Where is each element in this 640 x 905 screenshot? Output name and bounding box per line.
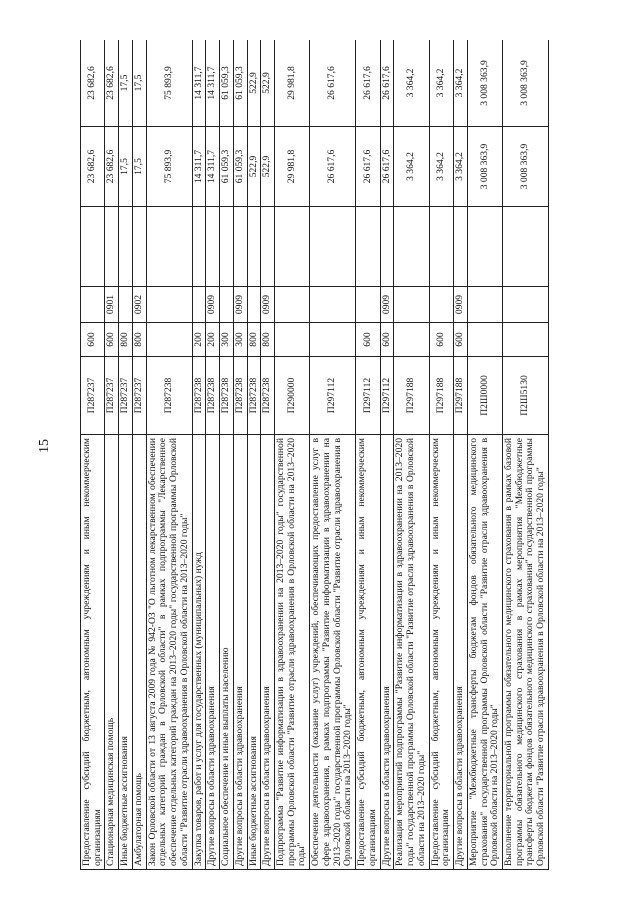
budget-table <box>80 40 549 870</box>
expense-type-code: 200 <box>192 323 206 357</box>
table-row <box>429 40 453 870</box>
row-description: Закупка товаров, работ и услуг для государственных (муниципальных) нужд <box>192 435 206 870</box>
expense-type-code: 600 <box>429 323 453 357</box>
amount-column-1 <box>220 207 234 287</box>
row-description: Подпрограмма "Развитие информатизации в здравоохранении на 2013–2020 годы" государственной программы Орловской области "Развитие отрасли здравоохранения в Орловской области на 2013–2020 годы" <box>275 435 310 870</box>
amount-column-1 <box>233 207 247 287</box>
amount-column-2: 17,5 <box>119 127 133 207</box>
expense-type-code <box>502 323 548 357</box>
row-description: Иные бюджетные ассигнования <box>119 435 133 870</box>
target-article-code: П287238 <box>146 357 192 435</box>
row-description: Закон Орловской области от 13 августа 2009 года № 942-ОЗ "О льготном лекарственном обеспечении отдельных категорий граждан в Орловской области" в рамках подпрограммы "Лекарственное обеспечение отдельных категорий граждан на 2013–2020 годы" государственной программы Орловской области "Развитие отрасли здравоохранения в Орловской области на 2013–2020 годы" <box>146 435 192 870</box>
table-row <box>261 40 275 870</box>
table-row <box>206 40 220 870</box>
amount-column-2: 61 059,3 <box>233 127 247 207</box>
amount-column-1 <box>261 207 275 287</box>
amount-column-1 <box>105 207 119 287</box>
amount-column-3: 3 364,2 <box>429 40 453 127</box>
amount-column-2: 522,9 <box>247 127 261 207</box>
row-description: Предоставление субсидий бюджетным, автономным учреждениям и иным некоммерческим организациям <box>356 435 380 870</box>
amount-column-1 <box>132 207 146 287</box>
amount-column-1 <box>502 207 548 287</box>
section-code <box>467 287 502 323</box>
section-code: 0909 <box>233 287 247 323</box>
expense-type-code: 600 <box>81 323 105 357</box>
target-article-code: П297188 <box>429 357 453 435</box>
rotated-table-container <box>80 40 635 870</box>
table-row <box>233 40 247 870</box>
amount-column-1 <box>247 207 261 287</box>
amount-column-2: 26 617,6 <box>310 127 356 207</box>
amount-column-2: 3 364,2 <box>394 127 429 207</box>
target-article-code: П287238 <box>206 357 220 435</box>
target-article-code: П287238 <box>247 357 261 435</box>
section-code: 0901 <box>105 287 119 323</box>
amount-column-3: 26 617,6 <box>356 40 380 127</box>
target-article-code: П290000 <box>275 357 310 435</box>
amount-column-1 <box>380 207 394 287</box>
budget-table-body <box>81 40 549 870</box>
amount-column-3: 75 893,9 <box>146 40 192 127</box>
section-code: 0902 <box>132 287 146 323</box>
expense-type-code: 600 <box>380 323 394 357</box>
target-article-code: П2Ш0000 <box>467 357 502 435</box>
row-description: Предоставление субсидий бюджетным, автономным учреждениям и иным некоммерческим организациям <box>429 435 453 870</box>
row-description: Другие вопросы в области здравоохранения <box>454 435 468 870</box>
amount-column-3: 61 059,3 <box>220 40 234 127</box>
amount-column-1 <box>119 207 133 287</box>
expense-type-code: 800 <box>119 323 133 357</box>
table-row <box>119 40 133 870</box>
table-row <box>394 40 429 870</box>
amount-column-2: 3 364,2 <box>454 127 468 207</box>
table-row <box>467 40 502 870</box>
expense-type-code: 800 <box>261 323 275 357</box>
expense-type-code: 300 <box>233 323 247 357</box>
amount-column-1 <box>206 207 220 287</box>
target-article-code: П287238 <box>192 357 206 435</box>
expense-type-code <box>394 323 429 357</box>
table-row <box>380 40 394 870</box>
section-code <box>356 287 380 323</box>
section-code <box>275 287 310 323</box>
amount-column-3: 14 311,7 <box>206 40 220 127</box>
amount-column-1 <box>467 207 502 287</box>
section-code <box>146 287 192 323</box>
target-article-code: П287237 <box>132 357 146 435</box>
row-description: Реализация мероприятий подпрограммы "Развитие информатизации в здравоохранении на 2013–2020 годы" государственной программы Орловской области "Развитие отрасли здравоохранения в Орловской области на 2013–2020 годы" <box>394 435 429 870</box>
expense-type-code: 800 <box>247 323 261 357</box>
amount-column-3: 26 617,6 <box>380 40 394 127</box>
table-row <box>454 40 468 870</box>
row-description: Другие вопросы в области здравоохранения <box>233 435 247 870</box>
expense-type-code: 600 <box>454 323 468 357</box>
section-code <box>429 287 453 323</box>
amount-column-2: 23 682,6 <box>81 127 105 207</box>
section-code: 0909 <box>206 287 220 323</box>
amount-column-1 <box>146 207 192 287</box>
row-description: Амбулаторная помощь <box>132 435 146 870</box>
rotated-page-area <box>80 40 635 870</box>
row-description: Иные бюджетные ассигнования <box>247 435 261 870</box>
target-article-code: П287237 <box>119 357 133 435</box>
amount-column-3: 23 682,6 <box>105 40 119 127</box>
table-row <box>132 40 146 870</box>
target-article-code: П287238 <box>220 357 234 435</box>
expense-type-code: 600 <box>105 323 119 357</box>
target-article-code: П297188 <box>454 357 468 435</box>
amount-column-2: 23 682,6 <box>105 127 119 207</box>
amount-column-2: 3 008 363,9 <box>502 127 548 207</box>
table-row <box>81 40 105 870</box>
table-row <box>247 40 261 870</box>
row-description: Другие вопросы в области здравоохранения <box>380 435 394 870</box>
section-code <box>81 287 105 323</box>
amount-column-2: 14 311,7 <box>206 127 220 207</box>
amount-column-2: 522,9 <box>261 127 275 207</box>
row-description: Социальное обеспечение и иные выплаты населению <box>220 435 234 870</box>
amount-column-1 <box>275 207 310 287</box>
table-row <box>105 40 119 870</box>
target-article-code: П287237 <box>81 357 105 435</box>
section-code <box>220 287 234 323</box>
expense-type-code: 600 <box>356 323 380 357</box>
amount-column-2: 75 893,9 <box>146 127 192 207</box>
amount-column-2: 17,5 <box>132 127 146 207</box>
amount-column-2: 61 059,3 <box>220 127 234 207</box>
amount-column-1 <box>310 207 356 287</box>
amount-column-1 <box>356 207 380 287</box>
expense-type-code: 200 <box>206 323 220 357</box>
target-article-code: П297188 <box>394 357 429 435</box>
amount-column-3: 3 364,2 <box>454 40 468 127</box>
section-code <box>247 287 261 323</box>
section-code <box>310 287 356 323</box>
target-article-code: П297112 <box>356 357 380 435</box>
section-code: 0909 <box>261 287 275 323</box>
amount-column-3: 3 008 363,9 <box>502 40 548 127</box>
amount-column-3: 61 059,3 <box>233 40 247 127</box>
expense-type-code <box>146 323 192 357</box>
table-row <box>356 40 380 870</box>
row-description: Предоставление субсидий бюджетным, автономным учреждениям и иным некоммерческим организациям <box>81 435 105 870</box>
row-description: Стационарная медицинская помощь <box>105 435 119 870</box>
amount-column-2: 29 981,8 <box>275 127 310 207</box>
expense-type-code: 800 <box>132 323 146 357</box>
section-code: 0909 <box>380 287 394 323</box>
row-description: Другие вопросы в области здравоохранения <box>206 435 220 870</box>
amount-column-3: 29 981,8 <box>275 40 310 127</box>
amount-column-3: 3 008 363,9 <box>467 40 502 127</box>
expense-type-code <box>467 323 502 357</box>
row-description: Мероприятие "Межбюджетные трансферты бюджетам фондов обязательного медицинского страхования" государственной программы Орловской области "Развитие отрасли здравоохранения в Орловской области на 2013–2020 годы" <box>467 435 502 870</box>
amount-column-1 <box>394 207 429 287</box>
target-article-code: П287238 <box>261 357 275 435</box>
section-code: 0909 <box>454 287 468 323</box>
amount-column-3: 522,9 <box>247 40 261 127</box>
table-row <box>502 40 548 870</box>
table-row <box>310 40 356 870</box>
amount-column-2: 3 008 363,9 <box>467 127 502 207</box>
table-row <box>275 40 310 870</box>
amount-column-2: 26 617,6 <box>356 127 380 207</box>
row-description: Выполнение территориальной программы обязательного медицинского страхования в рамках базовой программы обязательного медицинского страхования в рамках мероприятия "Межбюджетные трансферты бюджетам фондов обязательного медицинского страхования" государственной программы Орловской области "Развитие отрасли здравоохранения в Орловской области на 2013–2020 годы" <box>502 435 548 870</box>
target-article-code: П2Ш5130 <box>502 357 548 435</box>
amount-column-2: 26 617,6 <box>380 127 394 207</box>
amount-column-2: 3 364,2 <box>429 127 453 207</box>
amount-column-2: 14 311,7 <box>192 127 206 207</box>
page-number: 15 <box>37 439 52 453</box>
amount-column-1 <box>192 207 206 287</box>
target-article-code: П287238 <box>233 357 247 435</box>
section-code <box>192 287 206 323</box>
target-article-code: П287237 <box>105 357 119 435</box>
amount-column-3: 26 617,6 <box>310 40 356 127</box>
amount-column-1 <box>429 207 453 287</box>
section-code <box>394 287 429 323</box>
target-article-code: П297112 <box>380 357 394 435</box>
expense-type-code <box>310 323 356 357</box>
expense-type-code: 300 <box>220 323 234 357</box>
amount-column-3: 23 682,6 <box>81 40 105 127</box>
amount-column-3: 17,5 <box>119 40 133 127</box>
amount-column-3: 17,5 <box>132 40 146 127</box>
amount-column-1 <box>81 207 105 287</box>
row-description: Обеспечение деятельности (оказание услуг) учреждений, обеспечивающих предоставление услуг в сфере здравоохранения, в рамках подпрограммы "Развитие информатизации в здравоохранении на 2013–2020 годы" государственной программы Орловской области "Развитие отрасли здравоохранения в Орловской области на 2013–2020 годы" <box>310 435 356 870</box>
target-article-code: П297112 <box>310 357 356 435</box>
table-row <box>146 40 192 870</box>
section-code <box>502 287 548 323</box>
amount-column-3: 14 311,7 <box>192 40 206 127</box>
section-code <box>119 287 133 323</box>
table-row <box>220 40 234 870</box>
amount-column-1 <box>454 207 468 287</box>
row-description: Другие вопросы в области здравоохранения <box>261 435 275 870</box>
table-row <box>192 40 206 870</box>
expense-type-code <box>275 323 310 357</box>
amount-column-3: 522,9 <box>261 40 275 127</box>
amount-column-3: 3 364,2 <box>394 40 429 127</box>
